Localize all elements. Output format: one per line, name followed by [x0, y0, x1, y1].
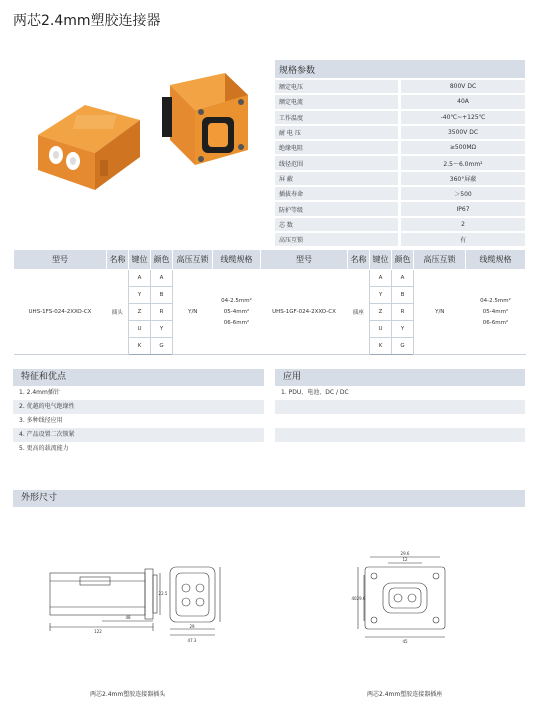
- model-number: UHS-1GF-024-2XXO-CX: [261, 270, 348, 355]
- spec-value: 3500V DC: [401, 125, 525, 140]
- model-col-header: 键位: [370, 250, 392, 270]
- spec-value: ＞500: [401, 186, 525, 201]
- spec-value: ≥500MΩ: [401, 140, 525, 155]
- spec-row: [275, 110, 525, 125]
- applications-header: 应用: [275, 369, 525, 386]
- cable-spec: 06-6mm²: [223, 320, 250, 326]
- model-color: R: [151, 304, 173, 321]
- model-col-header: 高压互锁: [173, 250, 213, 270]
- application-item: 1. PDU、电池、DC / DC: [281, 389, 349, 396]
- model-cables: [466, 270, 526, 355]
- feature-item: 2. 优越的电气绝缘性: [13, 400, 264, 414]
- socket-dim-side2: 29.6: [356, 596, 366, 601]
- socket-dim-bottom: 45: [402, 639, 408, 644]
- model-col-header: 名称: [107, 250, 129, 270]
- model-color: Y: [151, 321, 173, 338]
- model-color: Y: [392, 321, 414, 338]
- model-col-header: 名称: [348, 250, 370, 270]
- spec-row: [275, 79, 525, 94]
- spec-label: 额定电压: [275, 79, 398, 94]
- product-photo: [30, 65, 255, 195]
- plug-dim-inner: 48: [125, 615, 131, 620]
- model-col-header: 线缆规格: [466, 250, 526, 270]
- spec-row: [275, 140, 525, 155]
- feature-item: 5. 更高的载流能力: [19, 445, 69, 452]
- spec-value: -40℃~+125℃: [401, 110, 525, 125]
- plug-dim-w2: 47.3: [187, 638, 197, 643]
- model-color: A: [151, 270, 173, 287]
- model-key: K: [129, 338, 151, 355]
- application-row-empty: [275, 428, 525, 442]
- spec-label: 工作温度: [275, 110, 398, 125]
- spec-value: 360°屏蔽: [401, 171, 525, 186]
- spec-label: 耐 电 压: [275, 125, 398, 140]
- model-color: G: [392, 338, 414, 355]
- spec-label: 额定电流: [275, 94, 398, 109]
- plug-dim-overall: 122: [94, 629, 102, 634]
- cable-spec: 06-6mm²: [482, 320, 509, 326]
- model-col-header: 颜色: [392, 250, 414, 270]
- spec-label: 插拔寿命: [275, 186, 398, 201]
- applications-section: [275, 369, 525, 456]
- feature-item: 4. 产品设置二次锁紧: [13, 428, 264, 442]
- model-col-header: 颜色: [151, 250, 173, 270]
- model-name: 插座: [348, 270, 370, 355]
- spec-value: 2.5～6.0mm²: [401, 155, 525, 170]
- plug-drawing: [40, 555, 240, 645]
- socket-dim-top2: 12: [402, 557, 408, 562]
- cable-spec: 05-4mm²: [482, 309, 509, 315]
- model-col-header: 线缆规格: [213, 250, 261, 270]
- cable-spec: 05-4mm²: [223, 309, 250, 315]
- model-col-header: 型号: [14, 250, 107, 270]
- model-key: K: [370, 338, 392, 355]
- model-key: Y: [129, 287, 151, 304]
- spec-row: [275, 232, 525, 247]
- plug-caption: 两芯2.4mm塑胶连接器插头: [90, 691, 166, 698]
- model-key: U: [370, 321, 392, 338]
- application-row-empty: [275, 400, 525, 414]
- model-name: 插头: [107, 270, 129, 355]
- spec-table: [275, 60, 525, 248]
- model-key: Z: [129, 304, 151, 321]
- model-row: [14, 270, 526, 287]
- model-key: A: [129, 270, 151, 287]
- feature-item: 3. 多种线径应用: [19, 417, 63, 424]
- spec-label: 高压互锁: [275, 232, 398, 247]
- spec-value: 40A: [401, 94, 525, 109]
- model-key: A: [370, 270, 392, 287]
- model-color: B: [151, 287, 173, 304]
- plug-dim-w1: 29: [189, 624, 195, 629]
- model-color: G: [151, 338, 173, 355]
- dimensions-header: 外形尺寸: [13, 490, 525, 507]
- spec-label: 线径范围: [275, 155, 398, 170]
- spec-value: 2: [401, 217, 525, 232]
- spec-row: [275, 217, 525, 232]
- spec-value: IP67: [401, 201, 525, 216]
- feature-item: 1. 2.4mm插针: [19, 389, 60, 396]
- spec-value: 有: [401, 232, 525, 247]
- spec-value: 800V DC: [401, 79, 525, 94]
- spec-row: [275, 155, 525, 170]
- spec-header-blank: [401, 60, 525, 79]
- spec-label: 屏 蔽: [275, 171, 398, 186]
- features-header: 特征和优点: [13, 369, 264, 386]
- model-cables: [213, 270, 261, 355]
- model-key: Y: [370, 287, 392, 304]
- model-table: [13, 249, 526, 355]
- spec-row: [275, 186, 525, 201]
- spec-label: 防护等级: [275, 201, 398, 216]
- cable-spec: 04-2.5mm²: [221, 298, 252, 304]
- spec-label: 芯 数: [275, 217, 398, 232]
- socket-caption: 两芯2.4mm塑胶连接器插座: [367, 691, 443, 698]
- model-interlock: Y/N: [414, 270, 466, 355]
- socket-dim-top1: 29.6: [400, 551, 410, 556]
- model-col-header: 型号: [261, 250, 348, 270]
- socket-drawing: [350, 545, 460, 645]
- model-number: UHS-1FS-024-2XXO-CX: [14, 270, 107, 355]
- features-section: [13, 369, 264, 456]
- page-title: 两芯2.4mm塑胶连接器: [13, 13, 161, 29]
- model-interlock: Y/N: [173, 270, 213, 355]
- spec-header: 规格参数: [275, 60, 398, 79]
- model-key: U: [129, 321, 151, 338]
- plug-dim-height: 22.5: [158, 591, 168, 596]
- model-color: B: [392, 287, 414, 304]
- spec-row: [275, 94, 525, 109]
- features-list: [13, 386, 264, 456]
- applications-list: [275, 386, 525, 456]
- model-col-header: 高压互锁: [414, 250, 466, 270]
- application-row-empty: [275, 414, 525, 428]
- model-key: Z: [370, 304, 392, 321]
- spec-label: 绝缘电阻: [275, 140, 398, 155]
- socket-dim-side1: 40: [351, 596, 357, 601]
- model-color: R: [392, 304, 414, 321]
- spec-row: [275, 171, 525, 186]
- model-color: A: [392, 270, 414, 287]
- spec-row: [275, 125, 525, 140]
- spec-row: [275, 201, 525, 216]
- application-row-empty: [275, 442, 525, 456]
- model-col-header: 键位: [129, 250, 151, 270]
- cable-spec: 04-2.5mm²: [480, 298, 511, 304]
